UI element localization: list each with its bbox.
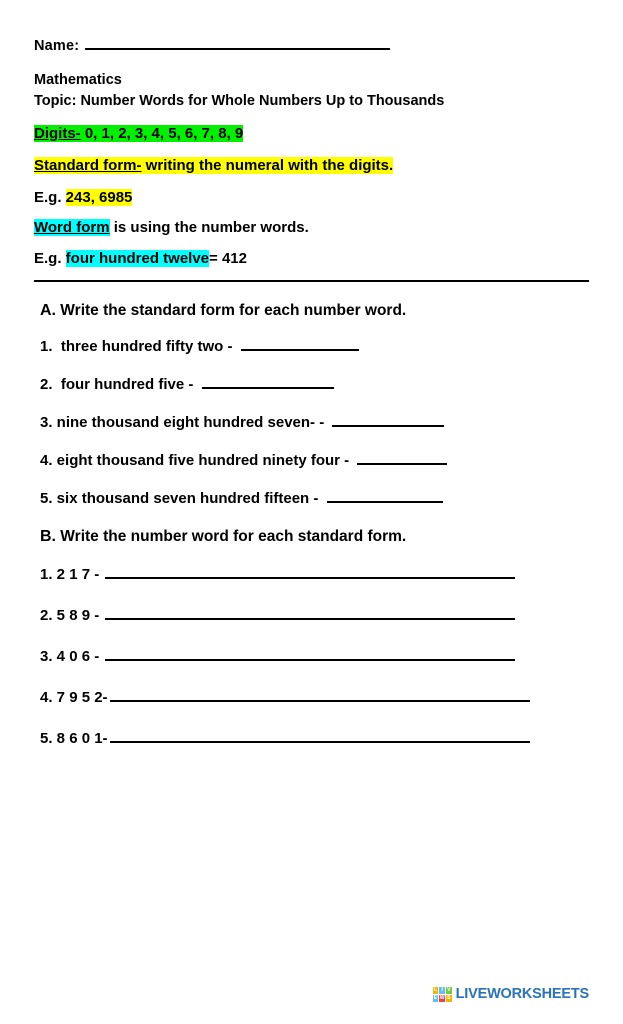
section-a-letter: A. xyxy=(40,302,56,320)
section-b-letter: B. xyxy=(40,528,56,546)
word-form-label: Word form xyxy=(34,218,110,236)
question-a-3 xyxy=(40,414,589,431)
section-b-title: Write the number word for each standard form. xyxy=(56,528,407,546)
question-b-4-text: 7 9 5 2- xyxy=(52,689,108,707)
question-b-2-number: 2. xyxy=(40,607,53,625)
question-a-2-text: four hundred five - xyxy=(52,376,198,394)
standard-eg-prefix: E.g. xyxy=(34,188,66,206)
question-a-2-number: 2. xyxy=(40,376,53,394)
question-a-5 xyxy=(40,490,589,507)
question-a-4 xyxy=(40,452,589,469)
question-a-5-number: 5. xyxy=(40,490,53,508)
name-write-line[interactable] xyxy=(85,36,390,50)
question-b-3-text: 4 0 6 - xyxy=(52,648,104,666)
question-a-5-text: six thousand seven hundred fifteen - xyxy=(52,490,323,508)
standard-form-line xyxy=(34,157,589,176)
answer-line-a-2[interactable] xyxy=(202,376,334,389)
topic-text: Topic: Number Words for Whole Numbers Up to Thousands xyxy=(34,93,445,109)
word-eg-suffix: = 412 xyxy=(209,250,247,268)
question-b-5 xyxy=(40,730,589,747)
liveworksheets-logo-text: LIVEWORKSHEETS xyxy=(455,986,589,1002)
answer-line-b-4[interactable] xyxy=(110,689,530,702)
digits-list: 0, 1, 2, 3, 4, 5, 6, 7, 8, 9 xyxy=(80,125,244,142)
word-form-line xyxy=(34,219,589,238)
word-form-definition: is using the number words. xyxy=(109,218,309,236)
liveworksheets-logo-icon xyxy=(433,987,452,1002)
word-eg-prefix: E.g. xyxy=(34,250,66,268)
logo-tile-4: E xyxy=(433,994,438,1001)
question-a-1-number: 1. xyxy=(40,338,53,356)
question-a-1 xyxy=(40,338,589,355)
question-a-1-text: three hundred fifty two - xyxy=(52,338,237,356)
digits-line xyxy=(34,125,589,144)
logo-tile-3: V xyxy=(447,986,451,993)
subject-text: Mathematics xyxy=(34,72,122,88)
answer-line-b-1[interactable] xyxy=(105,566,515,579)
question-b-5-text: 8 6 0 1- xyxy=(52,730,108,748)
word-eg-value: four hundred twelve xyxy=(65,250,210,268)
name-label: Name: xyxy=(34,38,80,54)
digits-label: Digits- xyxy=(34,125,81,142)
answer-line-a-1[interactable] xyxy=(241,338,359,351)
standard-form-definition: writing the numeral with the digits. xyxy=(141,156,394,174)
liveworksheets-logo[interactable] xyxy=(433,986,589,1002)
answer-line-a-4[interactable] xyxy=(357,452,447,465)
answer-line-a-3[interactable] xyxy=(332,414,444,427)
section-divider xyxy=(34,280,589,282)
answer-line-b-2[interactable] xyxy=(105,607,515,620)
section-a-heading xyxy=(40,302,589,320)
question-b-4-number: 4. xyxy=(40,689,53,707)
logo-tile-2: I xyxy=(439,987,445,994)
question-b-2-text: 5 8 9 - xyxy=(52,607,104,625)
question-b-1 xyxy=(40,566,589,583)
question-b-3-number: 3. xyxy=(40,648,53,666)
logo-tile-1: L xyxy=(433,986,437,993)
question-b-5-number: 5. xyxy=(40,730,53,748)
logo-tile-6: S xyxy=(447,994,451,1001)
standard-form-label: Standard form- xyxy=(34,156,142,174)
question-a-4-text: eight thousand five hundred ninety four - xyxy=(52,452,354,470)
section-a-title: Write the standard form for each number word. xyxy=(56,302,407,320)
question-b-3 xyxy=(40,648,589,665)
answer-line-b-3[interactable] xyxy=(105,648,515,661)
question-a-3-text: nine thousand eight hundred seven- - xyxy=(52,414,329,432)
question-b-1-text: 2 1 7 - xyxy=(52,566,104,584)
question-a-4-number: 4. xyxy=(40,452,53,470)
question-b-1-number: 1. xyxy=(40,566,53,584)
answer-line-a-5[interactable] xyxy=(327,490,443,503)
question-b-2 xyxy=(40,607,589,624)
question-a-2 xyxy=(40,376,589,393)
logo-tile-5: W xyxy=(439,994,445,1001)
standard-form-example xyxy=(34,189,589,206)
name-field-row xyxy=(34,36,589,54)
section-b-heading xyxy=(40,528,589,546)
question-b-4 xyxy=(40,689,589,706)
question-a-3-number: 3. xyxy=(40,414,53,432)
answer-line-b-5[interactable] xyxy=(110,730,530,743)
standard-eg-value: 243, 6985 xyxy=(65,188,133,206)
word-form-example xyxy=(34,250,589,267)
